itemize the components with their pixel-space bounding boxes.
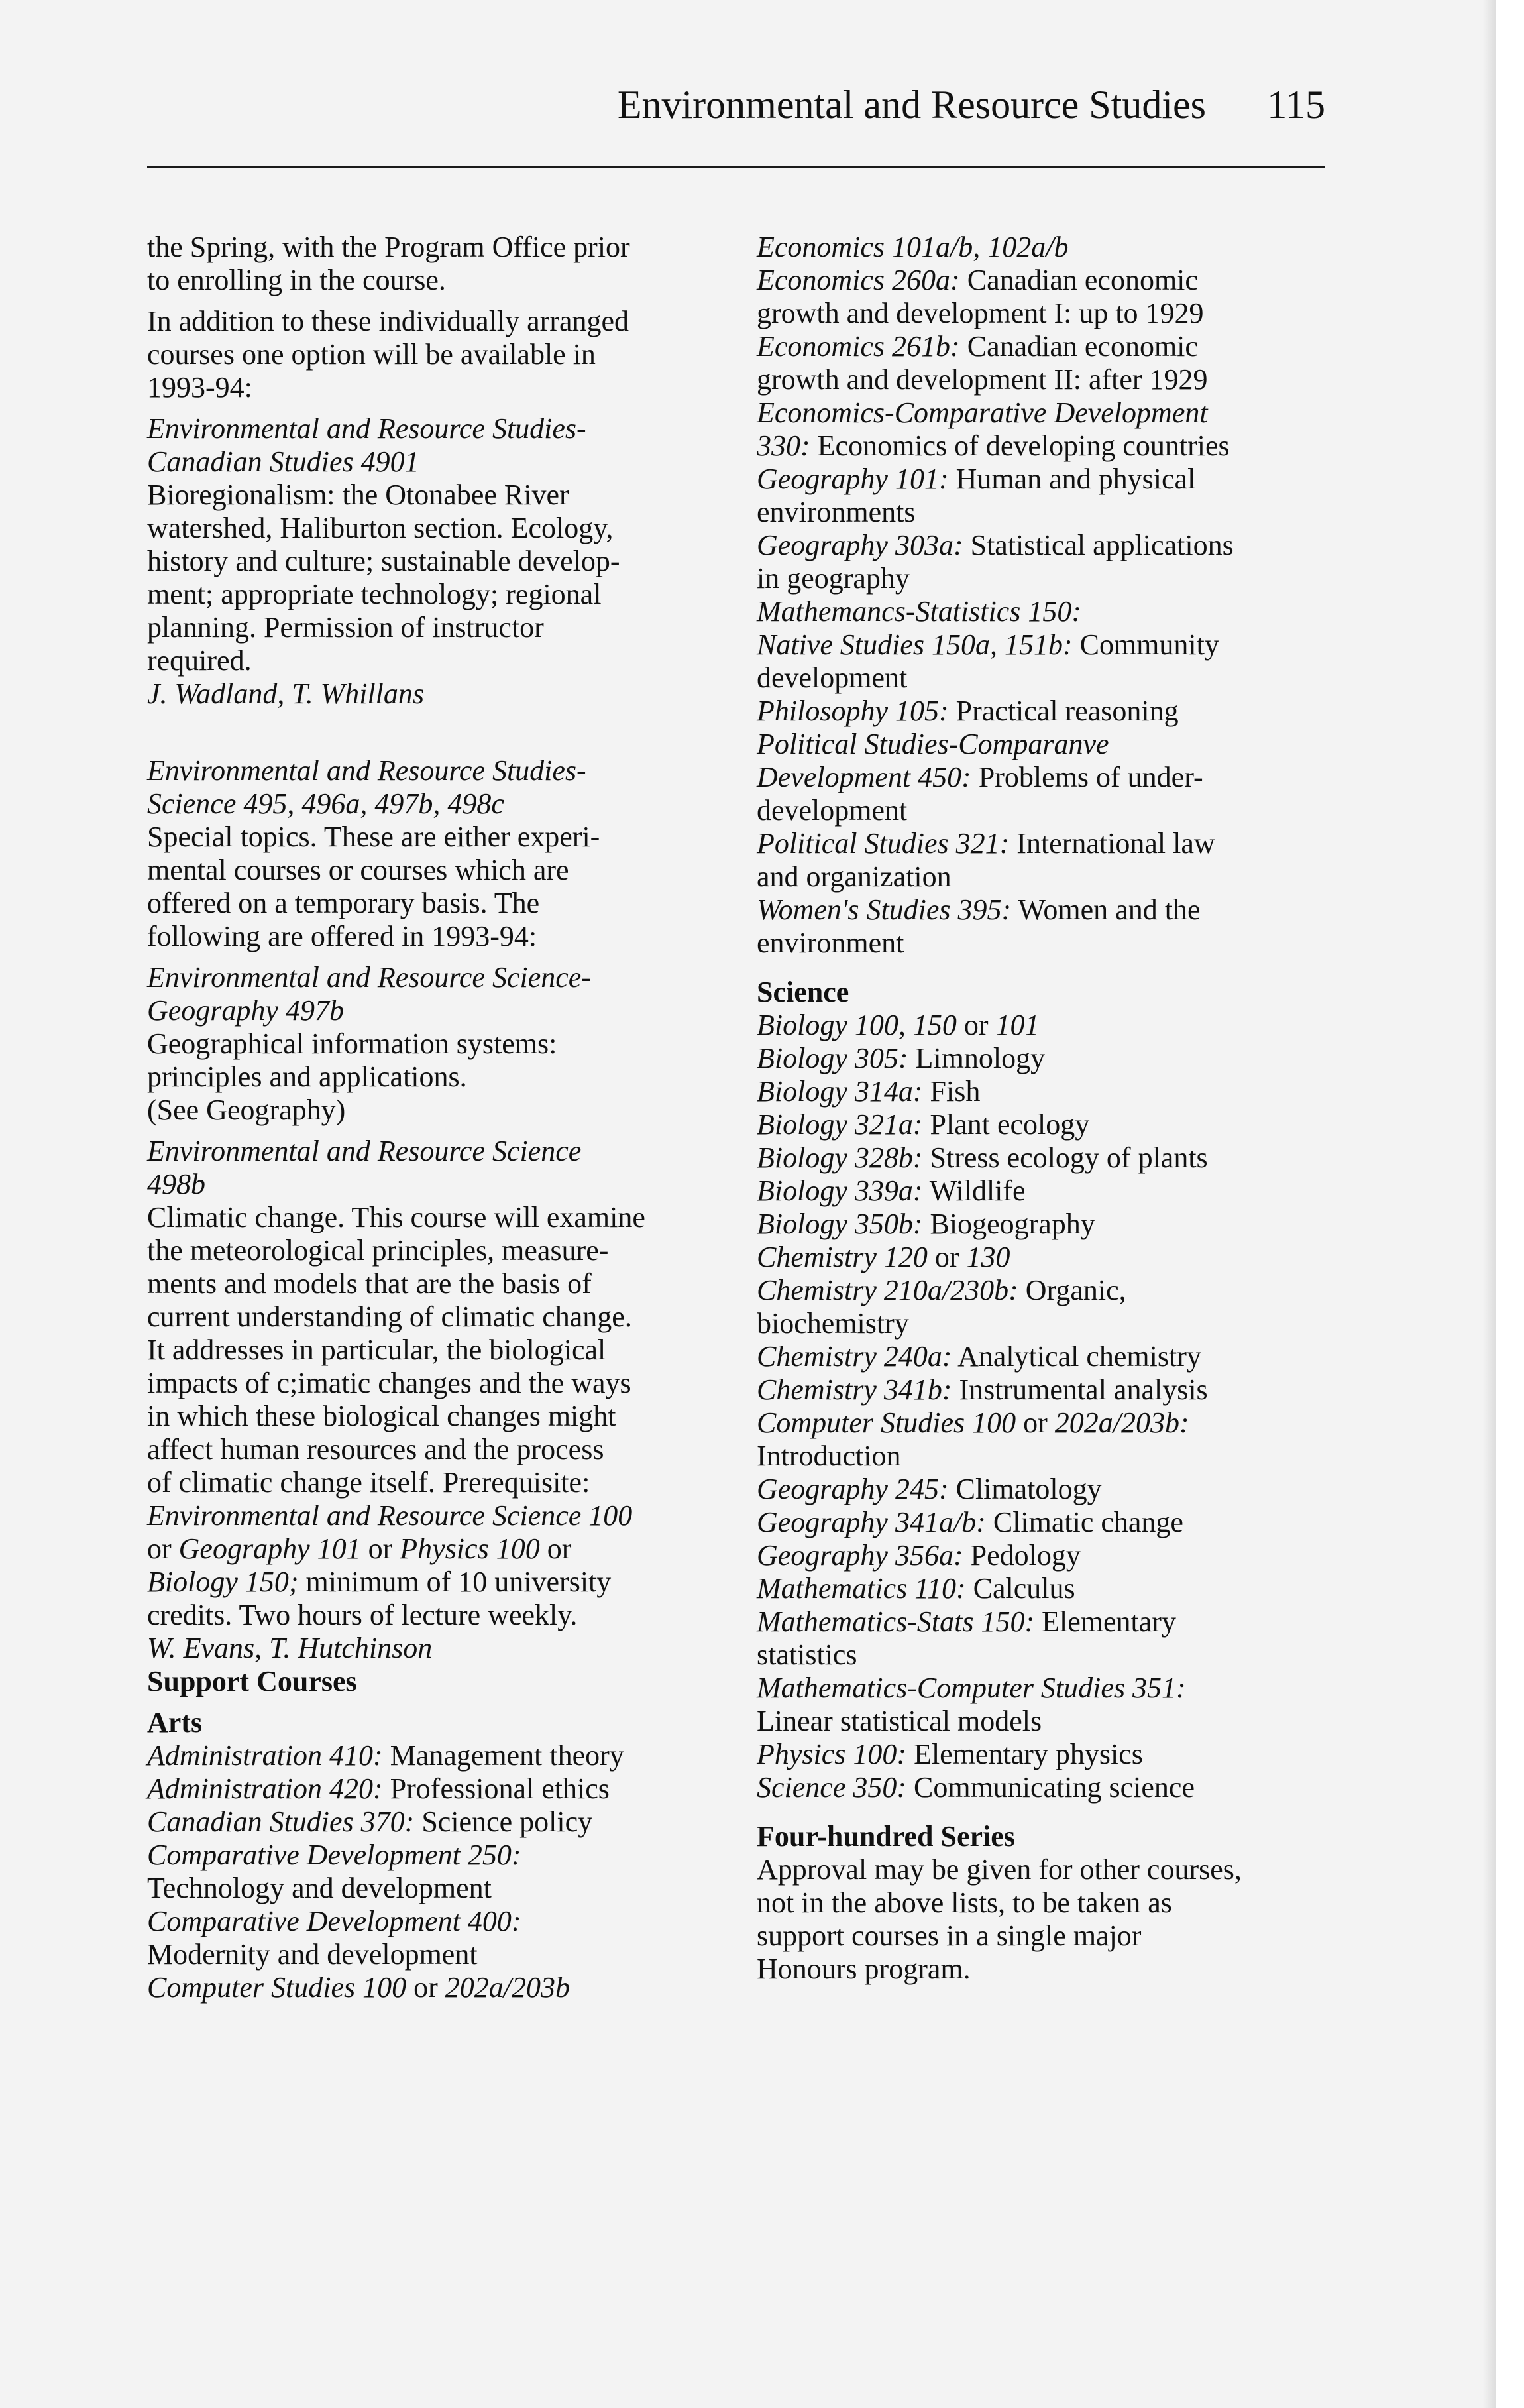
course-code: Geography 341a/b:	[757, 1506, 986, 1538]
course-topic: Science policy	[414, 1806, 593, 1838]
course-line	[757, 1208, 1340, 1241]
course-topic: Professional ethics	[382, 1772, 610, 1805]
course-topic: or	[956, 1009, 996, 1041]
course-topic: Wildlife	[922, 1175, 1026, 1207]
course-description: principles and applications.	[147, 1061, 467, 1093]
course-line	[757, 1042, 1340, 1075]
course-topic: Human and physical	[948, 463, 1196, 495]
course-topic: Limnology	[908, 1042, 1046, 1074]
course-code: 130	[966, 1241, 1010, 1273]
text-line: courses one option will be available in	[147, 338, 596, 371]
course-line	[757, 1638, 1340, 1672]
course-line	[147, 1839, 717, 1872]
course-line	[147, 1872, 717, 1905]
text-line: not in the above lists, to be taken as	[757, 1886, 1172, 1919]
course-title: Environmental and Resource Science	[147, 1135, 582, 1167]
course-prerequisite: or Geography 101 or Physics 100 or	[147, 1532, 572, 1565]
course-line	[757, 1406, 1340, 1440]
text-line: In addition to these individually arranged	[147, 305, 629, 337]
course-topic: Elementary physics	[906, 1738, 1143, 1770]
course-line	[757, 1672, 1340, 1705]
course-code: Chemistry 210a/230b:	[757, 1274, 1018, 1306]
course-topic: Canadian economic	[959, 330, 1198, 363]
course-topic: Problems of under-	[971, 761, 1203, 793]
course-code: Geography 356a:	[757, 1539, 963, 1572]
text-line: support courses in a single major	[757, 1920, 1142, 1952]
course-line	[757, 1771, 1340, 1804]
course-topic: Statistical applications	[963, 529, 1234, 561]
header-rule	[147, 166, 1325, 168]
page-edge-shadow	[1483, 0, 1496, 2408]
course-line	[757, 529, 1340, 562]
course-line	[147, 1772, 717, 1806]
course-description: Bioregionalism: the Otonabee River	[147, 479, 569, 511]
course-description: history and culture; sustainable develop-	[147, 545, 620, 577]
course-code: 202a/203b:	[1054, 1406, 1189, 1439]
course-code: Biology 339a:	[757, 1175, 923, 1207]
science-heading: Science	[757, 976, 849, 1008]
course-line	[757, 695, 1340, 728]
course-topic: statistics	[757, 1638, 857, 1671]
course-line	[757, 1605, 1340, 1638]
course-code: Biology 328b:	[757, 1141, 923, 1174]
course-code: Chemistry 120	[757, 1241, 928, 1273]
course-code: Comparative Development 400:	[147, 1905, 521, 1937]
course-title: 498b	[147, 1168, 205, 1200]
course-line	[757, 827, 1340, 860]
course-line	[757, 1473, 1340, 1506]
course-line	[757, 927, 1340, 960]
course-topic: Calculus	[965, 1572, 1075, 1605]
course-topic: Elementary	[1034, 1605, 1176, 1638]
course-title: Environmental and Resource Science-	[147, 961, 591, 994]
course-line	[757, 628, 1340, 661]
course-code: Mathematics-Stats 150:	[757, 1605, 1035, 1638]
course-code: Science 350:	[757, 1771, 906, 1804]
course-topic: Practical reasoning	[948, 695, 1179, 727]
course-code: 330:	[757, 430, 810, 462]
course-line	[757, 496, 1340, 529]
course-topic: or	[406, 1971, 445, 2004]
course-code: Development 450:	[757, 761, 971, 793]
course-topic: International law	[1009, 827, 1215, 860]
text-line: Approval may be given for other courses,	[757, 1853, 1242, 1886]
course-topic: Biogeography	[922, 1208, 1095, 1240]
course-topic: Canadian economic	[959, 264, 1198, 296]
course-topic: growth and development II: after 1929	[757, 363, 1208, 396]
course-line	[757, 1440, 1340, 1473]
course-line	[757, 1506, 1340, 1539]
text-line: 1993-94:	[147, 371, 252, 404]
text-line: the Spring, with the Program Office prior	[147, 231, 630, 263]
course-line	[757, 1738, 1340, 1771]
course-topic: Women and the	[1011, 893, 1201, 926]
course-code: Economics-Comparative Development	[757, 396, 1208, 429]
course-line	[757, 330, 1340, 363]
course-line	[757, 1274, 1340, 1307]
course-topic: Analytical chemistry	[952, 1340, 1201, 1373]
science-course-list	[757, 1009, 1340, 1804]
course-line	[757, 1009, 1340, 1042]
course-topic: Plant ecology	[922, 1108, 1090, 1141]
text-line: to enrolling in the course.	[147, 264, 446, 296]
course-code: Geography 245:	[757, 1473, 949, 1505]
course-topic: and organization	[757, 860, 952, 893]
course-line	[757, 396, 1340, 430]
course-code: Political Studies 321:	[757, 827, 1010, 860]
course-line	[757, 794, 1340, 827]
course-line	[757, 463, 1340, 496]
course-code: Native Studies 150a, 151b:	[757, 628, 1073, 661]
course-line	[147, 1971, 717, 2004]
course-description: in which these biological changes might	[147, 1400, 616, 1432]
course-title: Geography 497b	[147, 994, 344, 1027]
course-description: of climatic change itself. Prerequisite:	[147, 1466, 590, 1499]
course-code: Political Studies-Comparanve	[757, 728, 1109, 760]
course-code: 101	[995, 1009, 1040, 1041]
course-topic: development	[757, 661, 908, 694]
course-code: Comparative Development 250:	[147, 1839, 521, 1871]
course-code: Biology 350b:	[757, 1208, 923, 1240]
course-code: Biology 314a:	[757, 1075, 923, 1108]
scan-margin	[1496, 0, 1524, 2408]
course-description: (See Geography)	[147, 1094, 346, 1126]
course-description: ment; appropriate technology; regional	[147, 578, 602, 610]
course-code: 202a/203b	[445, 1971, 570, 2004]
course-line	[757, 562, 1340, 595]
course-description: Special topics. These are either experi-	[147, 821, 600, 853]
course-topic: Climatic change	[985, 1506, 1183, 1538]
course-topic: Management theory	[382, 1739, 624, 1772]
course-line	[757, 1075, 1340, 1108]
course-description: watershed, Haliburton section. Ecology,	[147, 512, 614, 544]
course-code: Canadian Studies 370:	[147, 1806, 415, 1838]
course-topic: Communicating science	[906, 1771, 1195, 1804]
course-description: It addresses in particular, the biological	[147, 1334, 606, 1366]
course-topic: Pedology	[963, 1539, 1081, 1572]
course-code: Economics 261b:	[757, 330, 960, 363]
course-description: impacts of c;imatic changes and the ways	[147, 1367, 631, 1399]
course-description: the meteorological principles, measure-	[147, 1234, 609, 1267]
course-line	[757, 264, 1340, 297]
course-code: Women's Studies 395:	[757, 893, 1012, 926]
course-title: Science 495, 496a, 497b, 498c	[147, 787, 504, 820]
course-line	[147, 1739, 717, 1772]
course-code: Physics 100:	[757, 1738, 907, 1770]
course-line	[757, 1141, 1340, 1175]
course-topic: Organic,	[1018, 1274, 1126, 1306]
course-topic: Linear statistical models	[757, 1705, 1042, 1737]
course-description: planning. Permission of instructor	[147, 611, 544, 644]
course-title: Environmental and Resource Studies-	[147, 754, 586, 787]
course-line	[757, 661, 1340, 695]
course-line	[757, 595, 1340, 628]
course-description: following are offered in 1993-94:	[147, 920, 537, 952]
course-line	[757, 1539, 1340, 1572]
course-code: Mathematics 110:	[757, 1572, 966, 1605]
course-topic: growth and development I: up to 1929	[757, 297, 1204, 329]
running-header-title: Environmental and Resource Studies	[617, 83, 1206, 127]
course-line	[757, 728, 1340, 761]
text-line: Honours program.	[757, 1953, 971, 1985]
course-line	[147, 1806, 717, 1839]
course-topic: Fish	[922, 1075, 981, 1108]
course-code: Computer Studies 100	[757, 1406, 1016, 1439]
course-line	[757, 860, 1340, 893]
course-topic: Community	[1072, 628, 1219, 661]
course-code: Economics 260a:	[757, 264, 960, 296]
course-topic: environments	[757, 496, 916, 528]
support-courses-heading: Support Courses	[147, 1665, 357, 1697]
course-description: current understanding of climatic change.	[147, 1300, 632, 1333]
course-line	[757, 1175, 1340, 1208]
course-code: Geography 101:	[757, 463, 949, 495]
course-code: Biology 100, 150	[757, 1009, 957, 1041]
course-code: Biology 321a:	[757, 1108, 923, 1141]
course-code: Philosophy 105:	[757, 695, 949, 727]
course-description: credits. Two hours of lecture weekly.	[147, 1599, 578, 1631]
course-topic: development	[757, 794, 908, 827]
course-topic: Stress ecology of plants	[922, 1141, 1208, 1174]
course-line	[757, 1705, 1340, 1738]
course-instructors: W. Evans, T. Hutchinson	[147, 1632, 433, 1664]
course-topic: or	[1016, 1406, 1055, 1439]
course-prerequisite: Environmental and Resource Science 100	[147, 1499, 633, 1532]
course-topic: Economics of developing countries	[810, 430, 1230, 462]
course-line	[757, 893, 1340, 927]
four-hundred-series-heading: Four-hundred Series	[757, 1820, 1015, 1853]
right-column	[757, 231, 1340, 1986]
course-line	[757, 297, 1340, 330]
course-code: Geography 303a:	[757, 529, 963, 561]
course-line	[147, 1905, 717, 1938]
course-description: Geographical information systems:	[147, 1027, 557, 1060]
course-code: Chemistry 341b:	[757, 1373, 952, 1406]
arts-course-list	[147, 1739, 717, 2004]
course-line	[757, 1572, 1340, 1605]
course-line	[757, 1307, 1340, 1340]
course-topic: biochemistry	[757, 1307, 909, 1340]
arts-course-list-continued	[757, 231, 1340, 960]
course-line	[757, 1340, 1340, 1373]
course-line	[147, 1938, 717, 1971]
course-line	[757, 1241, 1340, 1274]
course-line	[757, 1373, 1340, 1406]
course-instructors: J. Wadland, T. Whillans	[147, 677, 425, 710]
course-title: Canadian Studies 4901	[147, 445, 419, 478]
course-code: Mathematics-Computer Studies 351:	[757, 1672, 1186, 1704]
arts-heading: Arts	[147, 1706, 203, 1739]
course-code: Biology 305:	[757, 1042, 908, 1074]
course-topic: Climatology	[948, 1473, 1102, 1505]
page-number: 115	[1267, 83, 1325, 127]
course-code: Chemistry 240a:	[757, 1340, 952, 1373]
course-topic: Technology and development	[147, 1872, 492, 1904]
course-description: offered on a temporary basis. The	[147, 887, 540, 919]
course-description: affect human resources and the process	[147, 1433, 604, 1465]
course-title: Environmental and Resource Studies-	[147, 412, 586, 445]
course-code: Administration 420:	[147, 1772, 383, 1805]
course-code: Administration 410:	[147, 1739, 383, 1772]
course-topic: or	[927, 1241, 967, 1273]
course-line	[757, 761, 1340, 794]
course-topic: environment	[757, 927, 904, 959]
course-topic: in geography	[757, 562, 910, 595]
course-description: Climatic change. This course will examine	[147, 1201, 645, 1233]
course-description: ments and models that are the basis of	[147, 1267, 592, 1300]
course-description: mental courses or courses which are	[147, 854, 569, 886]
course-prerequisite: Biology 150; minimum of 10 university	[147, 1566, 612, 1598]
course-topic: Instrumental analysis	[952, 1373, 1208, 1406]
course-line	[757, 1108, 1340, 1141]
course-topic: Modernity and development	[147, 1938, 478, 1971]
course-line	[757, 430, 1340, 463]
course-code: Mathemancs-Statistics 150:	[757, 595, 1082, 628]
course-line	[757, 231, 1340, 264]
course-line	[757, 363, 1340, 396]
course-topic: Introduction	[757, 1440, 901, 1472]
course-description: required.	[147, 644, 252, 677]
course-code: Economics 101a/b, 102a/b	[757, 231, 1069, 263]
course-code: Computer Studies 100	[147, 1971, 407, 2004]
left-column	[147, 231, 717, 2004]
